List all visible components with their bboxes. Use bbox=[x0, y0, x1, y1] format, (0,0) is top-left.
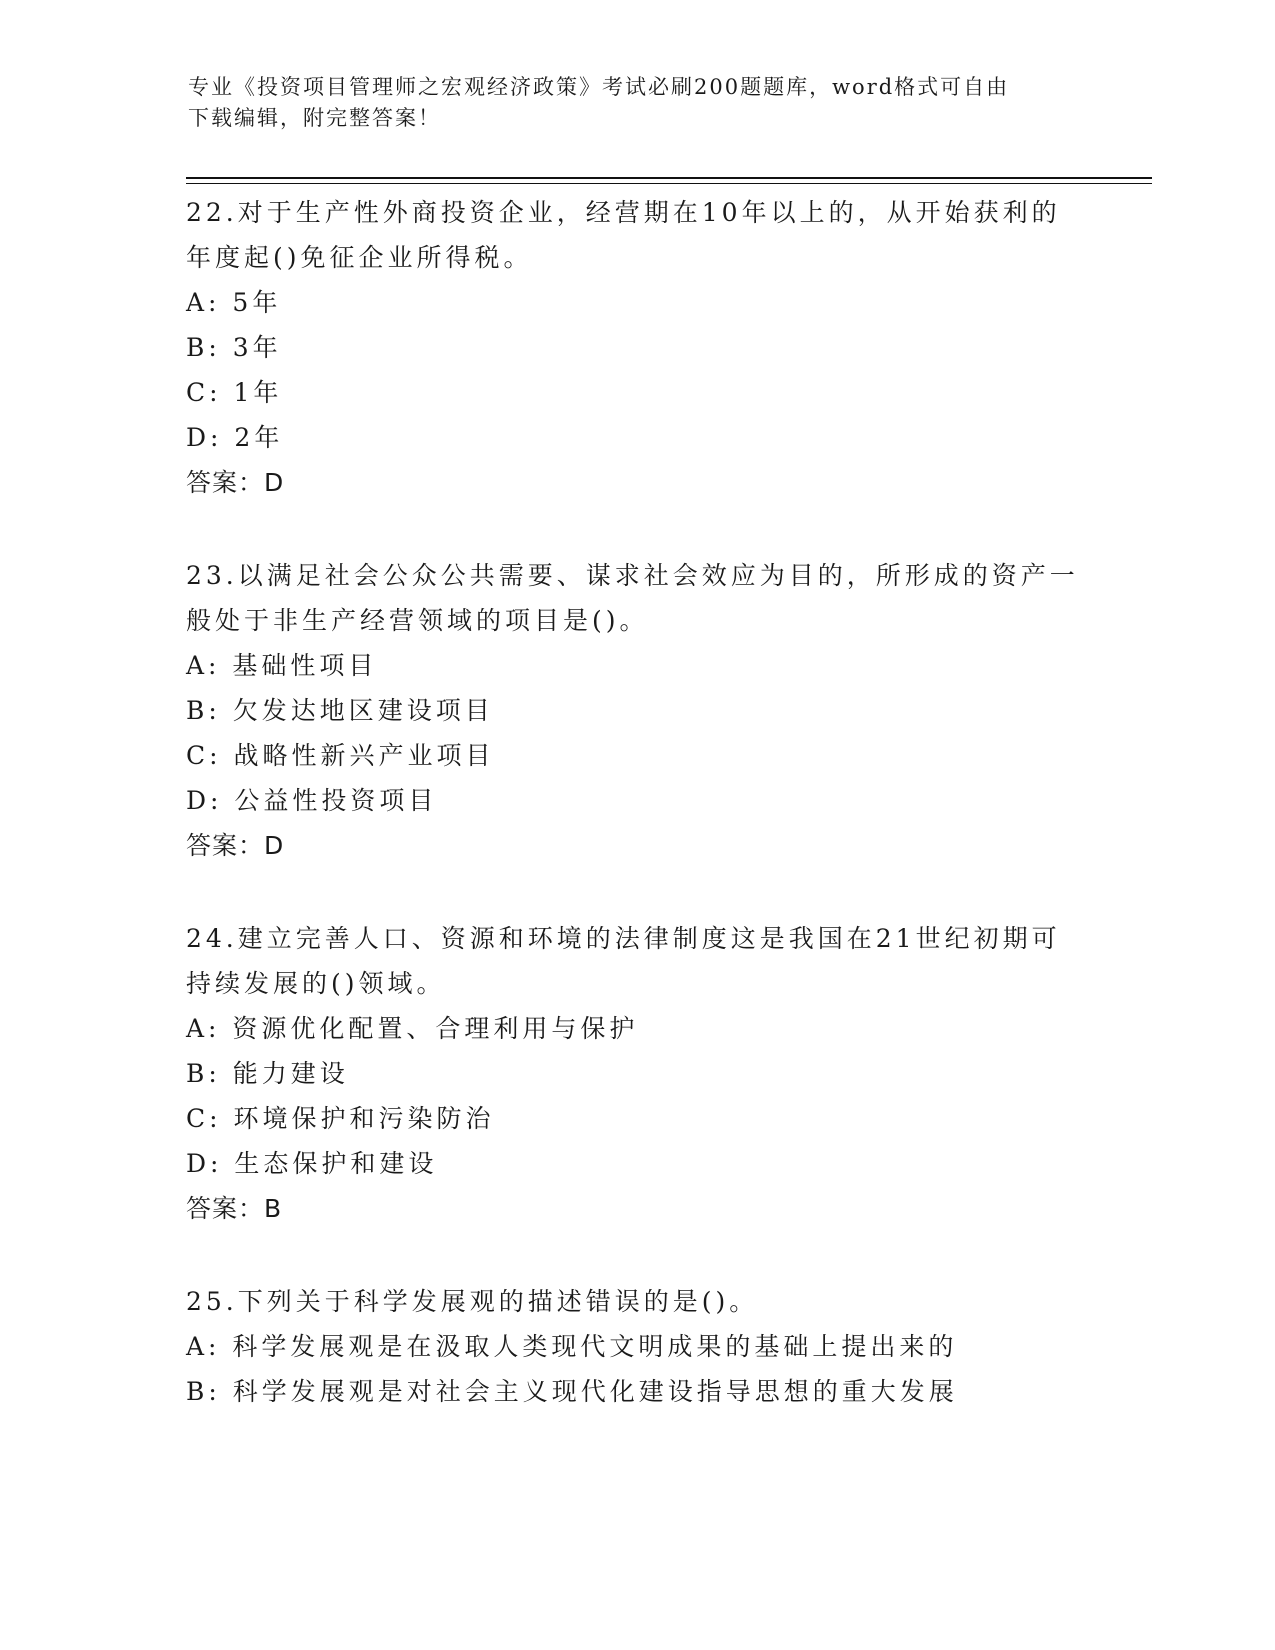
option-a: A: 5年 bbox=[186, 288, 282, 317]
option-a: A: 科学发展观是在汲取人类现代文明成果的基础上提出来的 bbox=[186, 1332, 958, 1361]
question-list bbox=[186, 190, 1086, 1462]
question-stem-line: 23.以满足社会公众公共需要、谋求社会效应为目的，所形成的资产一 bbox=[186, 561, 1079, 590]
document-header bbox=[188, 72, 1068, 134]
answer-line: 答案：B bbox=[186, 1194, 283, 1223]
question-stem-line: 25.下列关于科学发展观的描述错误的是()。 bbox=[186, 1287, 759, 1316]
option-c: C: 环境保护和污染防治 bbox=[186, 1104, 495, 1133]
option-d: D: 公益性投资项目 bbox=[186, 786, 438, 815]
header-line-2: 下载编辑，附完整答案！ bbox=[188, 106, 441, 130]
option-b: B: 欠发达地区建设项目 bbox=[186, 696, 494, 725]
answer-line: 答案：D bbox=[186, 831, 285, 860]
option-a: A: 资源优化配置、合理利用与保护 bbox=[186, 1014, 639, 1043]
header-line-1: 专业《投资项目管理师之宏观经济政策》考试必刷200题题库，word格式可自由 bbox=[188, 75, 1010, 99]
header-divider-thick bbox=[186, 177, 1152, 179]
option-b: B: 科学发展观是对社会主义现代化建设指导思想的重大发展 bbox=[186, 1377, 958, 1406]
question-stem-line: 22.对于生产性外商投资企业，经营期在10年以上的，从开始获利的 bbox=[186, 198, 1061, 227]
option-d: D: 生态保护和建设 bbox=[186, 1149, 438, 1178]
option-a: A: 基础性项目 bbox=[186, 651, 378, 680]
question-stem-line: 般处于非生产经营领域的项目是()。 bbox=[186, 606, 649, 635]
question-stem-line: 年度起()免征企业所得税。 bbox=[186, 243, 533, 272]
question-23 bbox=[186, 553, 1086, 868]
answer-line: 答案：D bbox=[186, 468, 285, 497]
question-stem-line: 24.建立完善人口、资源和环境的法律制度这是我国在21世纪初期可 bbox=[186, 924, 1061, 953]
header-divider-thin bbox=[186, 183, 1152, 184]
question-22 bbox=[186, 190, 1086, 505]
option-c: C: 1年 bbox=[186, 378, 283, 407]
question-25 bbox=[186, 1279, 1086, 1414]
question-stem-line: 持续发展的()领域。 bbox=[186, 969, 446, 998]
option-b: B: 3年 bbox=[186, 333, 282, 362]
option-b: B: 能力建设 bbox=[186, 1059, 349, 1088]
option-d: D: 2年 bbox=[186, 423, 284, 452]
option-c: C: 战略性新兴产业项目 bbox=[186, 741, 495, 770]
question-24 bbox=[186, 916, 1086, 1231]
